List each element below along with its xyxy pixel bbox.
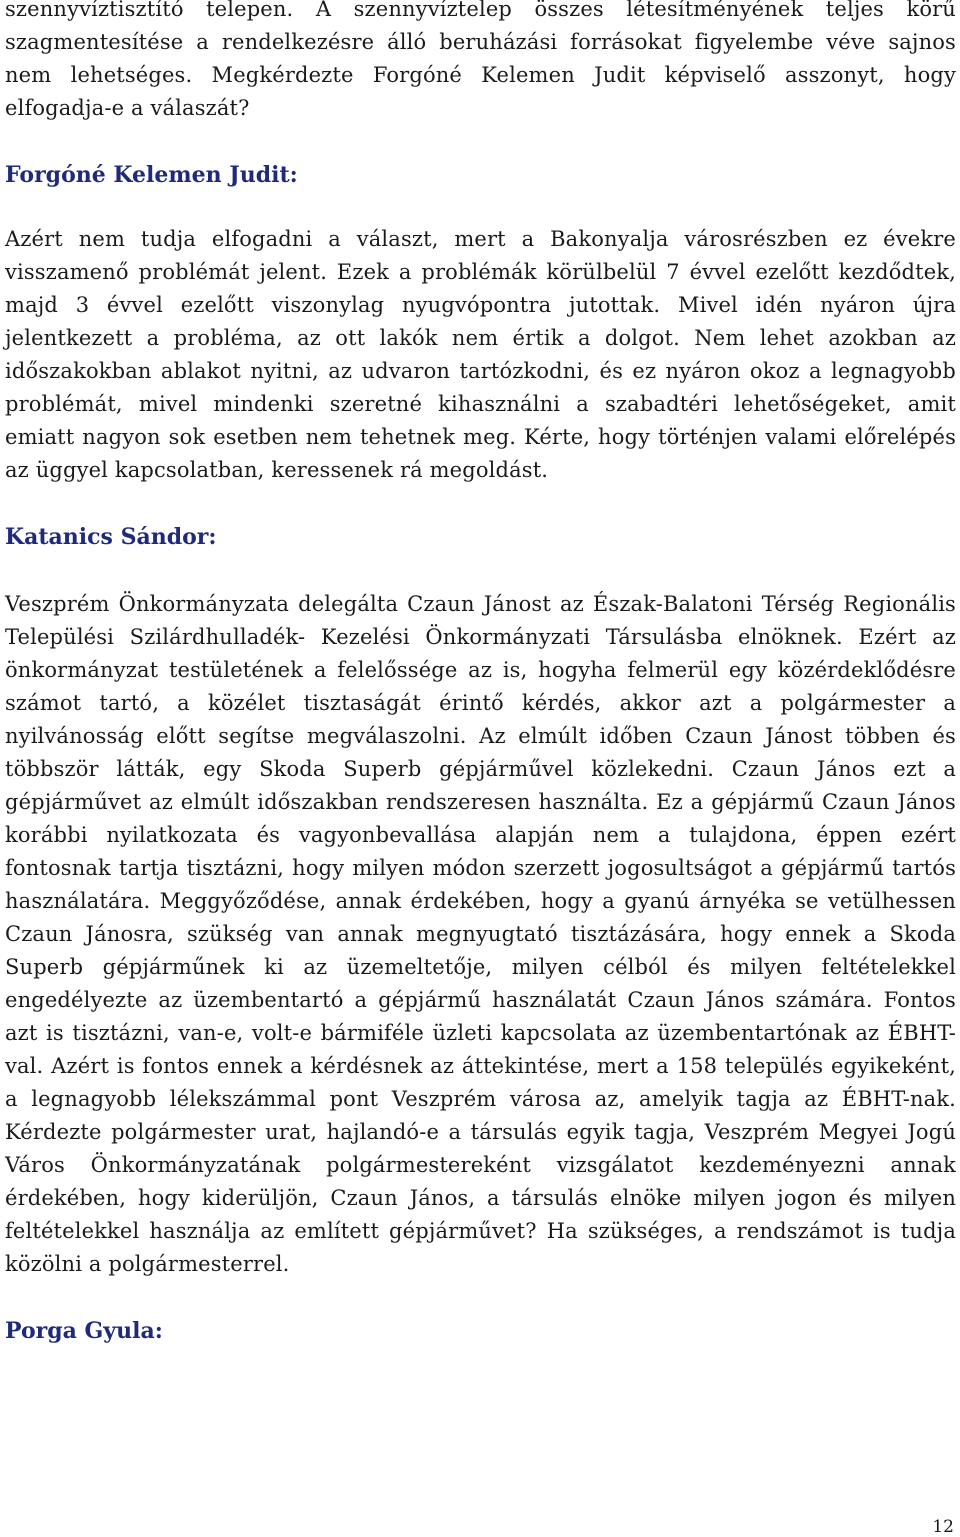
spacer xyxy=(5,192,956,223)
spacer xyxy=(5,1281,956,1315)
intro-paragraph: szennyvíztisztító telepen. A szennyvíztelep összes létesítményének teljes körű szagmentesítése a rendelkezésre álló beruházási forrásokat figyelembe véve sajnos nem lehetséges. Megkérdezte Forgóné Kelemen Judit képviselő asszonyt, hogy elfogadja-e a válaszát? xyxy=(5,0,956,120)
document-page xyxy=(5,0,956,1348)
speaker-heading-forgone: Forgóné Kelemen Judit: xyxy=(5,162,298,188)
speaker-heading-porga: Porga Gyula: xyxy=(5,1318,163,1344)
katanics-paragraph: Veszprém Önkormányzata delegálta Czaun Jánost az Észak-Balatoni Térség Regionális Települési Szilárdhulladék- Kezelési Önkormányzati Társulásba elnöknek. Ezért az önkormányzat testületének a felelőssége az is, hogyha felmerül egy közérdeklődésre számot tartó, a közélet tisztaságát érintő kérdés, akkor azt a polgármester a nyilvánosság előtt segítse megválaszolni. Az elmúlt időben Czaun Jánost többen és többször látták, egy Skoda Superb gépjárművel közlekedni. Czaun János ezt a gépjárművet az elmúlt időszakban rendszeresen használta. Ez a gépjármű Czaun János korábbi nyilatkozata és vagyonbevallása alapján nem a tulajdona, éppen ezért fontosnak tartja tisztázni, hogy milyen módon szerzett jogosultságot a gépjármű tartós használatára. Meggyőződése, annak érdekében, hogy a gyanú árnyéka se vetülhessen Czaun Jánosra, szükség van annak megnyugtató tisztázására, hogy ennek a Skoda Superb gépjárműnek ki az üzemeltetője, milyen célból és milyen feltételekkel engedélyezte az üzembentartó a gépjármű használatát Czaun János számára. Fontos azt is tisztázni, van-e, volt-e bármiféle üzleti kapcsolata az üzembentartónak az ÉBHT-val. Azért is fontos ennek a kérdésnek az áttekintése, mert a 158 település egyikeként, a legnagyobb lélekszámmal pont Veszprém városa az, amelyik tagja az ÉBHT-nak. Kérdezte polgármester urat, hajlandó-e a társulás egyik tagja, Veszprém Megyei Jogú Város Önkormányzatának polgármestereként vizsgálatot kezdeményezni annak érdekében, hogy kiderüljön, Czaun János, a társulás elnöke milyen jogon és milyen feltételekkel használja az említett gépjárművet? Ha szükséges, a rendszámot is tudja közölni a polgármesterrel. xyxy=(5,592,956,1276)
forgone-paragraph: Azért nem tudja elfogadni a választ, mert a Bakonyalja városrészben ez évekre visszamenő problémát jelent. Ezek a problémák körülbelül 7 évvel ezelőtt kezdődtek, majd 3 évvel ezelőtt viszonylag nyugvópontra jutottak. Mivel idén nyáron újra jelentkezett a probléma, az ott lakók nem értik a dolgot. Nem lehet azokban az időszakokban ablakot nyitni, az udvaron tartózkodni, és ez nyáron okoz a legnagyobb problémát, mivel mindenki szeretné kihasználni a szabadtéri lehetőségeket, amit emiatt nagyon sok esetben nem tehetnek meg. Kérte, hogy történjen valami előrelépés az üggyel kapcsolatban, keressenek rá megoldást. xyxy=(5,227,956,482)
spacer xyxy=(5,487,956,521)
speaker-heading-katanics: Katanics Sándor: xyxy=(5,524,217,550)
page-number: 12 xyxy=(932,1517,954,1537)
spacer xyxy=(5,125,956,159)
spacer xyxy=(5,554,956,588)
